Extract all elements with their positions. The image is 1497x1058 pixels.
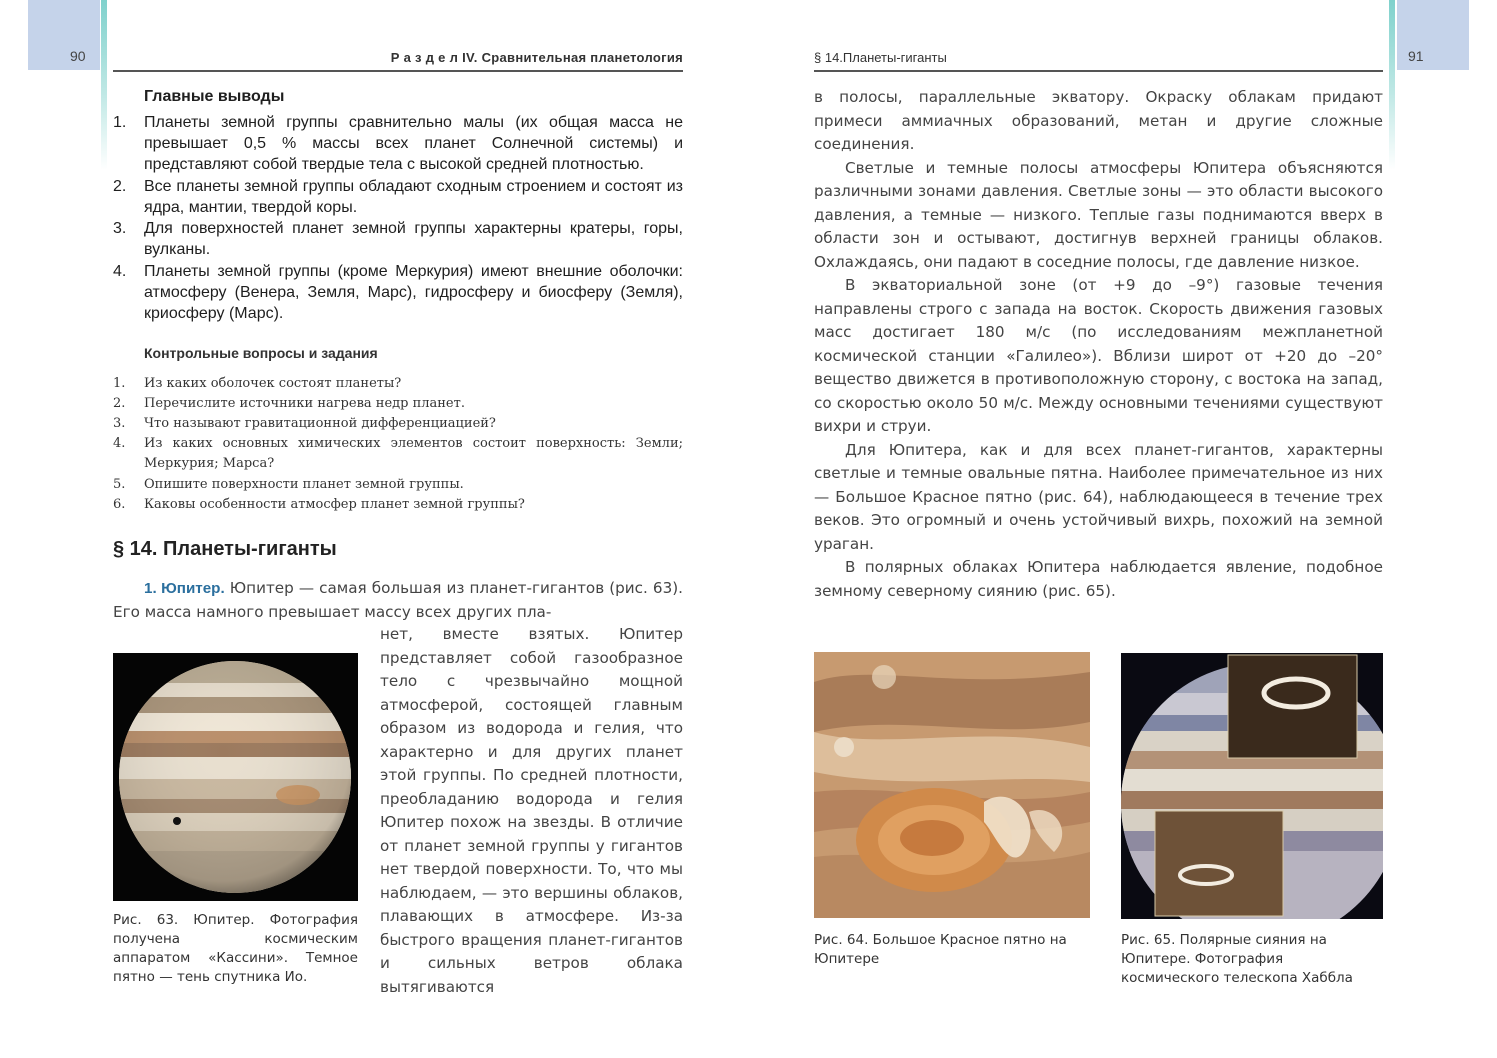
conclusion-text: Планеты земной группы сравнительно малы (их общая масса не превышает 0,5 % массы всех планет Солнечной системы) и представляют собой твердые тела с высокой средней плотностью. bbox=[144, 114, 683, 173]
conclusion-number: 2. bbox=[113, 178, 127, 195]
question-item bbox=[113, 414, 683, 434]
conclusion-item bbox=[113, 218, 683, 260]
paragraph: Для Юпитера, как и для всех планет-гигантов, характерны светлые и темные овальные пятна. Наиболее примечательное из них — Большое Красное пятно (рис. 64), наблюдающееся в течение трех веков. Это огромный и очень устойчивый вихрь, похожий на земной ураган. bbox=[814, 440, 1383, 553]
conclusions-title: Главные выводы bbox=[144, 88, 285, 105]
question-text: Опишите поверхности планет земной группы. bbox=[144, 477, 464, 492]
figure-65-caption: Рис. 65. Полярные сияния на Юпитере. Фотография космического телескопа Хаббла bbox=[1121, 932, 1353, 986]
conclusion-number: 3. bbox=[113, 220, 127, 237]
question-number: 1. bbox=[113, 376, 126, 391]
conclusion-item bbox=[113, 176, 683, 218]
paragraph: В экваториальной зоне (от +9 до –9°) газовые течения направлены строго с запада на восток. Скорость движения газовых масс достигает 180 м/с (по исследованиям межпланетной космической станции «Галилео»). Вблизи широт от +20 до –20° вещество движется в противоположную сторону, с востока на запад, со скоростью около 50 м/с. Между основными течениями существуют вихри и струи. bbox=[814, 276, 1383, 435]
question-number: 3. bbox=[113, 416, 126, 431]
paragraph: В полярных облаках Юпитера наблюдается явление, подобное земному северному сиянию (рис. 65). bbox=[814, 558, 1383, 600]
question-text: Перечислите источники нагрева недр планет. bbox=[144, 396, 465, 411]
jupiter-column-text: нет, вместе взятых. Юпитер представляет собой газообразное тело с чрезвычайно мощной атмосферой, состоящей главным образом из водорода и гелия, что характерно и для других планет этой группы. По средней плотности, преобладанию водорода и гелия Юпитер похож на звезды. В отличие от планет земной группы у гигантов нет твердой поверхности. То, что мы наблюдаем, — это вершины облаков, плавающих в атмосфере. Из-за быстрого вращения планет-гигантов и сильных ветров облака вытягиваются bbox=[380, 625, 683, 996]
figure-64-caption: Рис. 64. Большое Красное пятно на Юпитере bbox=[814, 932, 1067, 967]
question-text: Каковы особенности атмосфер планет земной группы? bbox=[144, 497, 525, 512]
question-number: 5. bbox=[113, 477, 126, 492]
question-item bbox=[113, 434, 683, 474]
question-number: 2. bbox=[113, 396, 126, 411]
left-header-rule bbox=[113, 70, 683, 72]
right-header-rule bbox=[814, 70, 1383, 72]
paragraph: Светлые и темные полосы атмосферы Юпитера объясняются различными зонами давления. Светлые зоны — это области высокого давления, а темные — низкого. Теплые газы поднимаются вверх в области зон и остывают, достигнув верхней границы облаков. Охлаждаясь, они падают в соседние полосы, где давление низкое. bbox=[814, 158, 1383, 271]
question-text: Из каких основных химических элементов состоит поверхность: Земли; Меркурия; Марса? bbox=[144, 436, 683, 471]
jupiter-planet-image bbox=[113, 653, 358, 901]
left-running-header: Р а з д е л IV. Сравнительная планетология bbox=[390, 50, 683, 65]
intro-paragraph bbox=[113, 577, 683, 624]
right-running-header: § 14.Планеты-гиганты bbox=[814, 50, 947, 65]
subsection-label: 1. Юпитер. bbox=[144, 580, 225, 597]
figure-63-jupiter-photo bbox=[113, 653, 358, 901]
question-number: 4. bbox=[113, 436, 126, 451]
great-red-spot-image bbox=[814, 652, 1090, 918]
jupiter-aurora-image bbox=[1121, 653, 1383, 919]
left-page-number: 90 bbox=[70, 48, 86, 64]
conclusion-number: 1. bbox=[113, 114, 127, 131]
conclusion-item bbox=[113, 261, 683, 324]
conclusion-item bbox=[113, 112, 683, 175]
question-text: Из каких оболочек состоят планеты? bbox=[144, 376, 402, 391]
right-page-number: 91 bbox=[1408, 48, 1424, 64]
conclusion-text: Планеты земной группы (кроме Меркурия) имеют внешние оболочки: атмосферу (Венера, Земля, Марс), гидросферу и биосферу (Земля), криосферу (Марс). bbox=[144, 263, 683, 322]
conclusion-number: 4. bbox=[113, 263, 127, 280]
right-text-block bbox=[814, 86, 1383, 603]
question-item bbox=[113, 394, 683, 414]
question-item bbox=[113, 475, 683, 495]
question-item bbox=[113, 495, 683, 515]
question-text: Что называют гравитационной дифференциацией? bbox=[144, 416, 496, 431]
figure-64-great-red-spot-photo bbox=[814, 652, 1090, 918]
conclusion-text: Для поверхностей планет земной группы характерны кратеры, горы, вулканы. bbox=[144, 220, 683, 258]
question-item bbox=[113, 374, 683, 394]
left-teal-accent-bar bbox=[101, 0, 107, 170]
right-teal-accent-bar bbox=[1389, 0, 1395, 170]
left-page-number-tab bbox=[28, 0, 100, 70]
question-number: 6. bbox=[113, 497, 126, 512]
paragraph: в полосы, параллельные экватору. Окраску облакам придают примеси аммиачных образований, метан и другие сложные соединения. bbox=[814, 88, 1383, 153]
figure-65-aurora-photo bbox=[1121, 653, 1383, 919]
figure-63-caption: Рис. 63. Юпитер. Фотография получена космическим аппаратом «Кассини». Темное пятно — тень спутника Ио. bbox=[113, 912, 358, 985]
intro-text: Юпитер — самая большая из планет-гигантов (рис. 63). Его масса намного превышает массу всех других пла- bbox=[113, 579, 683, 621]
questions-title: Контрольные вопросы и задания bbox=[144, 345, 378, 361]
section-title: § 14. Планеты-гиганты bbox=[113, 538, 337, 560]
conclusion-text: Все планеты земной группы обладают сходным строением и состоят из ядра, мантии, твердой коры. bbox=[144, 178, 683, 216]
